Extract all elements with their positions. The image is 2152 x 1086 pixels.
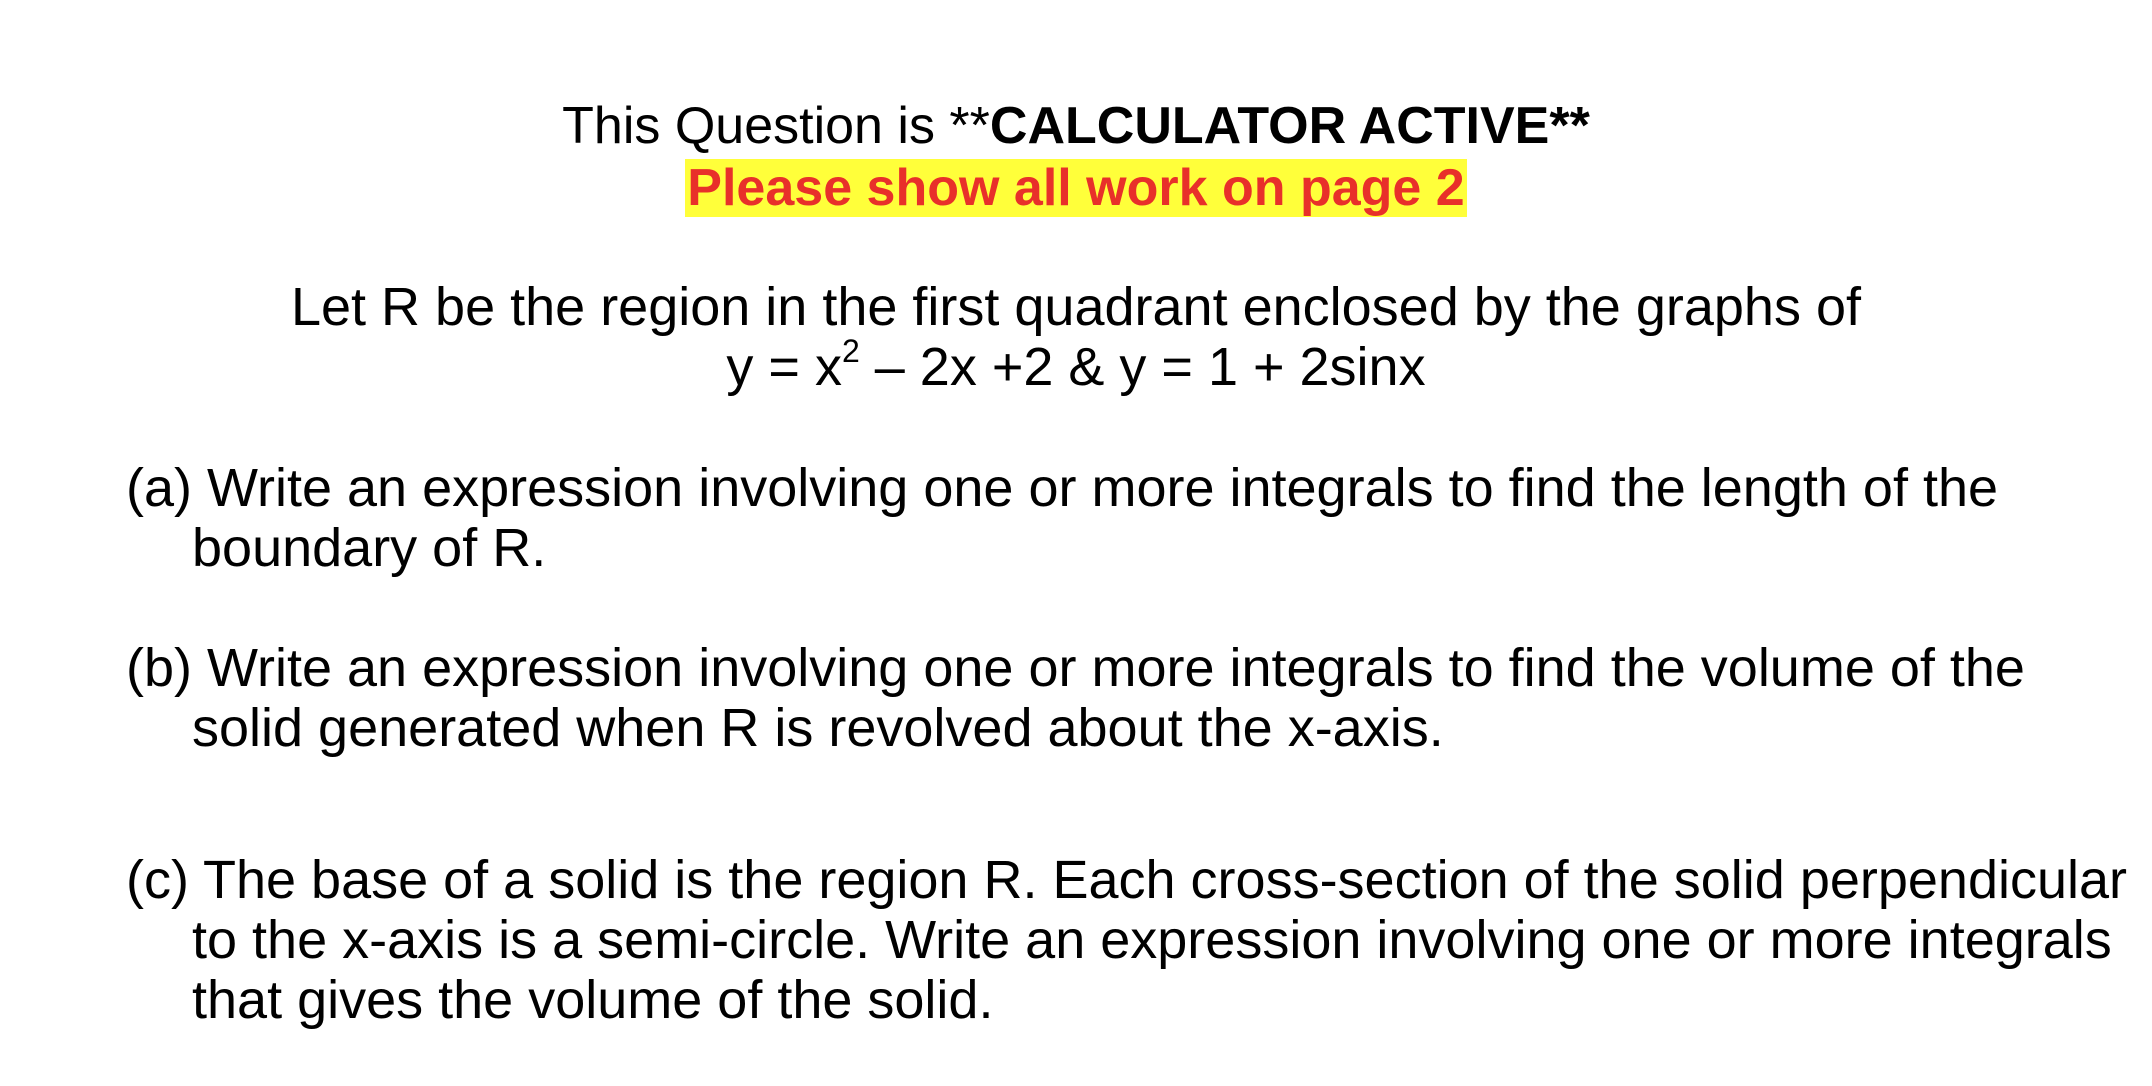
question-part-a [126,458,2106,578]
equation-part2: – 2x +2 & y = 1 + 2sinx [859,337,1426,397]
show-work-notice: Please show all work on page 2 [687,159,1465,217]
equation-part1: y = x [726,337,842,397]
part-c-line2: to the x-axis is a semi-circle. Write an expression involving one or more integrals [192,910,2112,970]
part-c-line3: that gives the volume of the solid. [192,970,994,1030]
header-prefix: This Question is ** [562,97,990,155]
problem-equations [0,333,2152,398]
calculator-status-line [0,96,2152,156]
equation-exponent: 2 [841,333,860,369]
question-part-c [126,850,2128,1030]
part-c-line1: (c) The base of a solid is the region R. Each cross-section of the solid perpendicular [126,850,2128,910]
part-a-line2: boundary of R. [192,518,547,578]
question-part-b [126,638,2106,758]
part-b-line1: (b) Write an expression involving one or more integrals to find the volume of the [126,638,2025,698]
part-a-line1: (a) Write an expression involving one or more integrals to find the length of the [126,458,1999,518]
calculator-active-label: CALCULATOR ACTIVE [989,97,1550,155]
part-b-line2: solid generated when R is revolved about the x-axis. [192,698,1444,758]
header-suffix: ** [1549,97,1590,155]
problem-intro: Let R be the region in the first quadrant enclosed by the graphs of [290,277,1861,337]
notice-line [0,158,2152,218]
